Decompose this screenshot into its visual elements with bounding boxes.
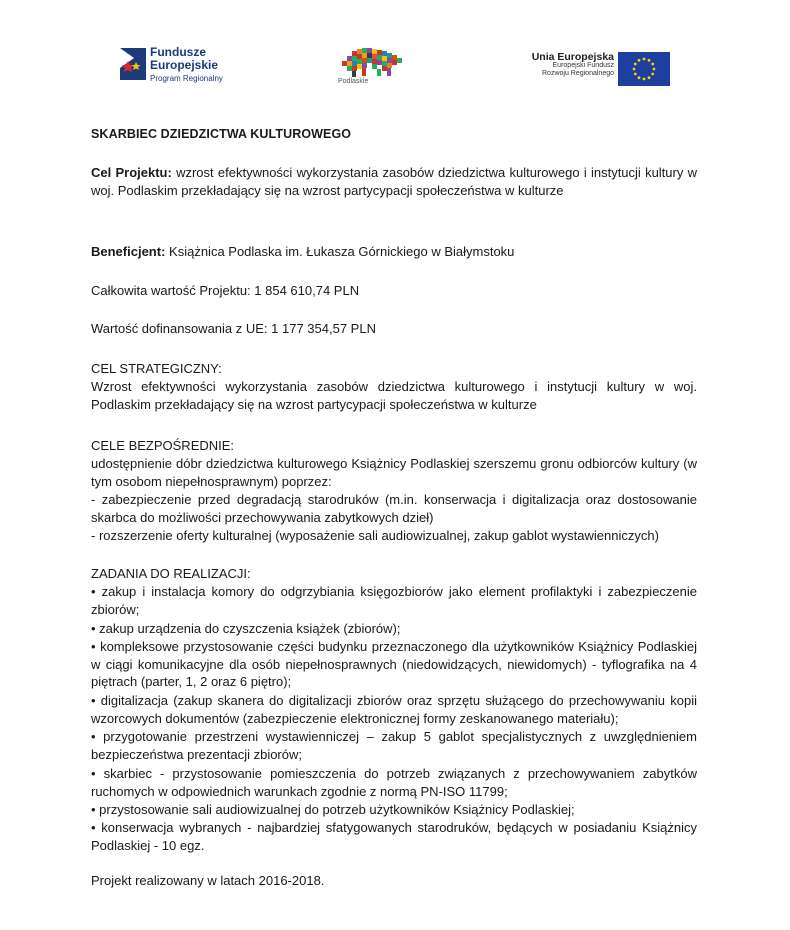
eu-flag-icon (618, 52, 670, 86)
task-item: • kompleksowe przystosowanie części budynku przeznaczonego dla użytkowników Książnicy Podlaskiej w ciągi komunikacyjne dla osób niepełnosprawnych (niedowidzących, niewidomych) - tyflografika na 4 piętrach (parter, 1, 2 oraz 6 piętro); (91, 639, 697, 690)
task-item: • przystosowanie sali audiowizualnej do potrzeb użytkowników Książnicy Podlaskiej; (91, 802, 575, 817)
tasks-heading: ZADANIA DO REALIZACJI: (91, 566, 251, 581)
fe-line2: Europejskie (150, 58, 219, 72)
beneficiary (91, 243, 697, 261)
task-item: • konserwacja wybranych - najbardziej sfatygowanych starodruków, będących w posiadaniu Książnicy Podlaskiej - 10 egz. (91, 820, 697, 853)
project-goal-text: wzrost efektywności wykorzystania zasobów dziedzictwa kulturowego i instytucji kultury w woj. Podlaskim przekładający się na wzrost partycypacji społeczeństwa w kulturze (91, 165, 697, 198)
direct-goal-2: - rozszerzenie oferty kulturalnej (wyposażenie sali audiowizualnej, zakup gablot wystawienniczych) (91, 528, 659, 543)
task-item: • przygotowanie przestrzeni wystawienniczej – zakup 5 gablot specjalistycznych z uwzględnieniem bezpieczeństwa prezentacji zbiorów; (91, 729, 697, 762)
task-item: • zakup urządzenia do czyszczenia książek (zbiorów); (91, 621, 401, 636)
project-goal (91, 164, 697, 199)
unia-europejska-logo (522, 52, 672, 86)
total-value: Całkowita wartość Projektu: 1 854 610,74 PLN (91, 283, 360, 298)
fe-flag-icon (118, 44, 148, 82)
direct-goals-intro: udostępnienie dóbr dziedzictwa kulturowego Książnicy Podlaskiej szerszemu gronu odbiorców kultury (w tym osobom niepełnosprawnym) poprzez: (91, 456, 697, 489)
podlaskie-logo (332, 45, 412, 89)
direct-goals-heading: CELE BEZPOŚREDNIE: (91, 438, 235, 453)
document-title: SKARBIEC DZIEDZICTWA KULTUROWEGO (91, 127, 352, 141)
beneficiary-label: Beneficjent: (91, 244, 166, 259)
project-period: Projekt realizowany w latach 2016-2018. (91, 873, 325, 888)
strategic-heading: CEL STRATEGICZNY: (91, 361, 222, 376)
task-item: • zakup i instalacja komory do odgrzybiania księgozbiorów jako element profilaktyki i zabezpieczenie zbiorów; (91, 584, 697, 617)
task-item: • skarbiec - przystosowanie pomieszczenia do potrzeb związanych z przechowywaniem zabytków ruchomych w odpowiednich warunkach zgodnie z normą PN-ISO 11799; (91, 766, 697, 799)
ue-line2: Europejski Fundusz (552, 62, 614, 69)
fundusze-europejskie-logo (118, 44, 258, 84)
beneficiary-text: Książnica Podlaska im. Łukasza Górnickiego w Białymstoku (169, 244, 515, 259)
ue-line1: Unia Europejska (531, 51, 614, 63)
fe-line3: Program Regionalny (150, 74, 223, 83)
bison-mosaic-icon (332, 45, 412, 79)
task-item: • digitalizacja (zakup skanera do digitalizacji zbiorów oraz sprzętu służącego do przechowywaniu kopii wzorcowych dokumentów (zabezpieczenie elektronicznej formy zeskanowanego materiału); (91, 693, 697, 726)
strategic-text: Wzrost efektywności wykorzystania zasobów dziedzictwa kulturowego i instytucji kultury w woj. Podlaskim przekładający się na wzrost partycypacji społeczeństwa w kulturze (91, 379, 697, 412)
direct-goal-1: - zabezpieczenie przed degradacją starodruków (m.in. konserwacja i digitalizacja oraz dostosowanie skarbca do możliwości przechowywania zabytkowych dzieł) (91, 492, 697, 525)
fe-line1: Fundusze (150, 45, 206, 59)
ue-line3: Rozwoju Regionalnego (542, 70, 614, 77)
podlaskie-label: Podlaskie (338, 78, 369, 85)
project-goal-label: Cel Projektu: (91, 165, 172, 180)
ue-funding-value: Wartość dofinansowania z UE: 1 177 354,57 PLN (91, 321, 376, 336)
